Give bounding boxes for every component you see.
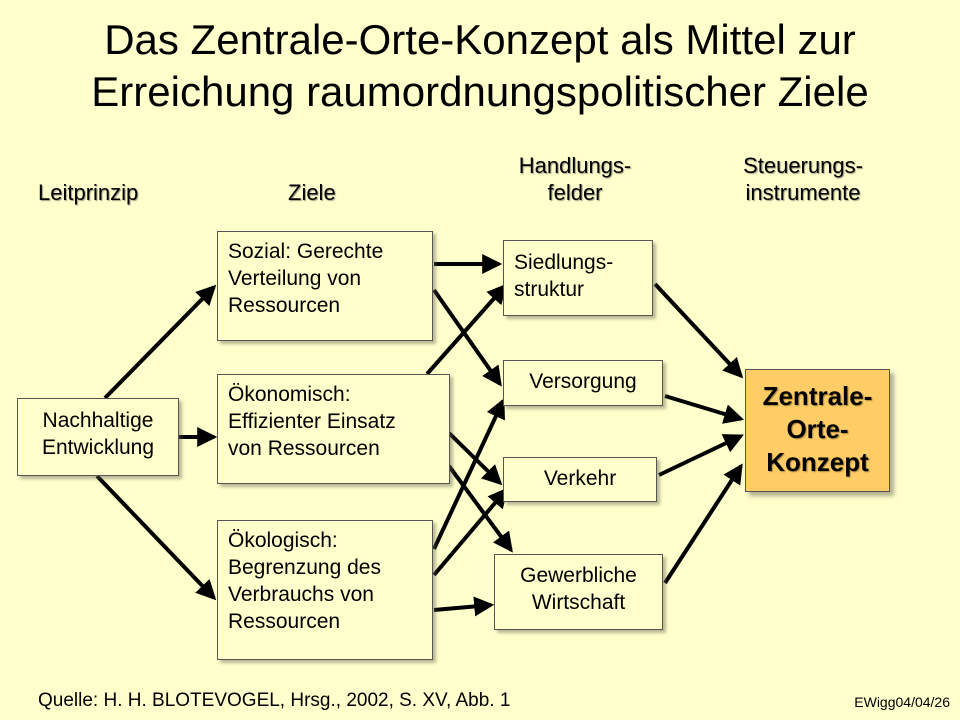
- title-line-2: Erreichung raumordnungspolitischer Ziele: [91, 68, 869, 115]
- box-line: Verbrauchs von: [228, 583, 374, 606]
- column-heading-ziele: Ziele: [288, 180, 336, 205]
- slide-code: EWigg04/04/26: [854, 694, 950, 710]
- heading-line: Handlungs-: [518, 153, 632, 178]
- box-line: Wirtschaft: [531, 591, 626, 614]
- arrow-gewerbe-to-zok: [665, 466, 741, 583]
- box-siedlungsstruktur: [503, 240, 653, 316]
- box-line: Gewerbliche: [520, 564, 637, 587]
- box-line: Versorgung: [529, 370, 637, 393]
- heading-line: Steuerungs-: [743, 153, 863, 178]
- box-line: Begrenzung des: [228, 556, 381, 579]
- box-verkehr: [503, 457, 657, 502]
- box-line: Effizienter Einsatz: [228, 410, 396, 433]
- heading-line: felder: [547, 180, 603, 205]
- core-line: Zentrale-: [762, 381, 873, 411]
- box-line: struktur: [514, 278, 585, 301]
- box-line: Nachhaltige: [42, 409, 154, 432]
- box-line: Entwicklung: [41, 436, 155, 459]
- box-line: Siedlungs-: [514, 251, 614, 274]
- box-line: Ressourcen: [228, 610, 341, 633]
- title-line-1: Das Zentrale-Orte-Konzept als Mittel zur: [104, 16, 856, 63]
- arrow-verkehr-to-zok: [659, 436, 741, 475]
- box-line: Ökonomisch:: [228, 383, 351, 406]
- box-ziel-sozial: [217, 231, 433, 341]
- box-versorgung: [503, 360, 663, 406]
- core-line: Orte-: [786, 414, 849, 444]
- box-gewerbliche-wirtschaft: [494, 554, 663, 630]
- box-ziel-oekonomisch: [217, 374, 450, 484]
- column-heading-leitprinzip: Leitprinzip: [38, 180, 139, 205]
- arrow-versorgung-to-zok: [665, 396, 741, 419]
- box-line: Verkehr: [543, 467, 617, 490]
- heading-line: instrumente: [745, 180, 861, 205]
- box-line: von Ressourcen: [228, 437, 380, 460]
- box-line: Verteilung von: [228, 267, 362, 290]
- source-citation: Quelle: H. H. BLOTEVOGEL, Hrsg., 2002, S. XV, Abb. 1: [38, 690, 511, 711]
- box-ziel-oekologisch: [217, 520, 433, 660]
- arrow-nachhaltig-to-oekologisch: [97, 476, 214, 598]
- box-line: Sozial: Gerechte: [228, 240, 384, 263]
- box-zentrale-orte-konzept: [745, 369, 890, 492]
- arrow-siedlung-to-zok: [655, 284, 741, 376]
- arrow-oekonomisch-to-gewerbe: [449, 466, 511, 550]
- core-line: Konzept: [766, 447, 869, 477]
- box-line: Ressourcen: [228, 294, 341, 317]
- box-line: Ökologisch:: [228, 529, 338, 552]
- box-nachhaltige-entwicklung: [17, 398, 179, 476]
- arrow-nachhaltig-to-sozial: [105, 287, 214, 398]
- arrow-oekologisch-to-gewerbe: [434, 605, 491, 610]
